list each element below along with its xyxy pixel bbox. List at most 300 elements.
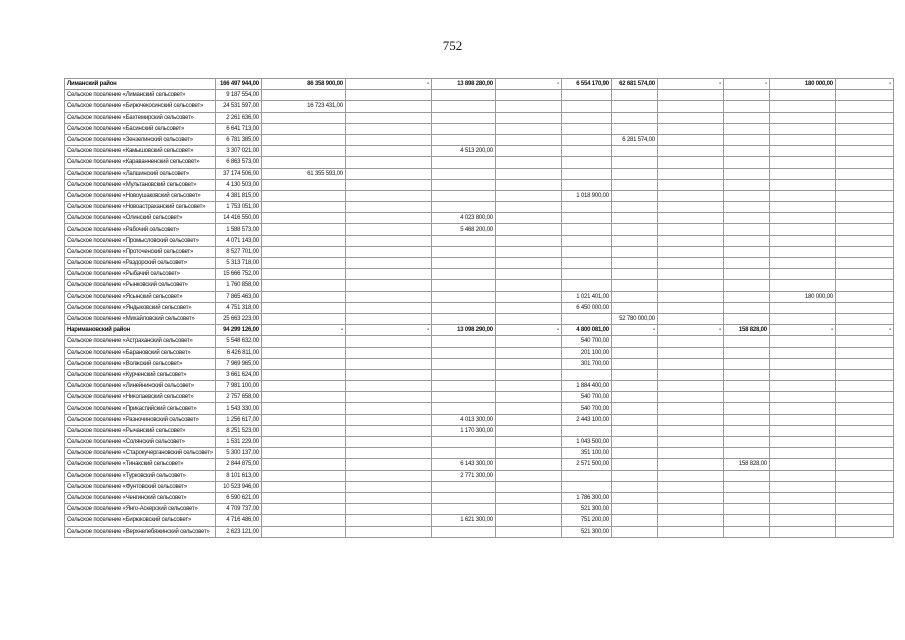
table-cell: 180 000,00	[769, 291, 835, 302]
table-cell: 13 898 280,00	[431, 79, 495, 90]
table-cell	[769, 381, 835, 392]
table-cell: 6 450 000,00	[561, 302, 611, 313]
table-cell	[657, 459, 723, 470]
table-cell	[261, 492, 345, 503]
table-cell	[611, 246, 657, 257]
table-cell	[769, 448, 835, 459]
table-cell	[261, 515, 345, 526]
table-cell	[345, 258, 431, 269]
table-row	[65, 112, 894, 123]
table-row	[65, 347, 894, 358]
table-cell	[723, 179, 769, 190]
table-cell: 86 358 900,00	[261, 79, 345, 90]
table-cell	[769, 470, 835, 481]
row-name: Сельское поселение «Рынковский сельсовет»	[65, 280, 216, 291]
table-cell	[561, 179, 611, 190]
table-cell: 2 443 100,00	[561, 414, 611, 425]
table-cell	[835, 481, 893, 492]
row-name: Сельское поселение «Проточенский сельсовет»	[65, 246, 216, 257]
table-cell	[261, 190, 345, 201]
table-cell	[345, 101, 431, 112]
row-name: Сельское поселение «Ясынский сельсовет»	[65, 291, 216, 302]
region-row	[65, 325, 894, 336]
table-cell	[835, 202, 893, 213]
table-cell	[431, 123, 495, 134]
table-cell	[495, 347, 561, 358]
table-cell: 521 300,00	[561, 504, 611, 515]
table-cell: 2 261 636,00	[215, 112, 261, 123]
table-cell	[431, 504, 495, 515]
table-cell: 16 723 431,00	[261, 101, 345, 112]
table-row	[65, 504, 894, 515]
table-cell	[723, 403, 769, 414]
table-cell	[657, 381, 723, 392]
table-cell	[261, 291, 345, 302]
table-cell: 6 426 811,00	[215, 347, 261, 358]
table-cell	[431, 369, 495, 380]
table-cell	[835, 246, 893, 257]
table-cell: -	[657, 79, 723, 90]
row-name: Сельское поселение «Рычанский сельсовет»	[65, 425, 216, 436]
table-cell	[611, 224, 657, 235]
table-cell	[345, 123, 431, 134]
table-cell: 7 865 463,00	[215, 291, 261, 302]
table-cell	[561, 134, 611, 145]
table-cell: 158 828,00	[723, 459, 769, 470]
table-row	[65, 414, 894, 425]
table-row	[65, 381, 894, 392]
table-cell	[769, 515, 835, 526]
table-row	[65, 213, 894, 224]
table-row	[65, 157, 894, 168]
table-cell	[611, 470, 657, 481]
table-cell	[723, 347, 769, 358]
table-cell	[835, 291, 893, 302]
table-cell	[769, 392, 835, 403]
table-cell	[431, 291, 495, 302]
table-row	[65, 291, 894, 302]
row-name: Сельское поселение «Янго-Аскерский сельсовет»	[65, 504, 216, 515]
table-cell	[723, 213, 769, 224]
row-name: Сельское поселение «Солянский сельсовет»	[65, 437, 216, 448]
table-cell	[611, 291, 657, 302]
row-name: Лиманский район	[65, 79, 216, 90]
table-cell	[611, 202, 657, 213]
table-cell	[723, 90, 769, 101]
table-cell	[835, 90, 893, 101]
table-cell	[611, 213, 657, 224]
table-cell: 3 307 021,00	[215, 146, 261, 157]
table-cell	[611, 190, 657, 201]
table-row	[65, 437, 894, 448]
table-cell	[657, 302, 723, 313]
table-cell	[261, 414, 345, 425]
table-cell	[835, 369, 893, 380]
table-cell	[495, 224, 561, 235]
table-cell	[495, 258, 561, 269]
table-cell	[431, 246, 495, 257]
table-row	[65, 313, 894, 324]
table-cell	[495, 213, 561, 224]
table-cell	[769, 146, 835, 157]
table-cell: 351 100,00	[561, 448, 611, 459]
table-cell	[611, 101, 657, 112]
table-cell	[835, 258, 893, 269]
table-cell	[835, 146, 893, 157]
table-cell	[561, 202, 611, 213]
table-cell	[835, 101, 893, 112]
table-cell	[611, 347, 657, 358]
table-cell: 6 554 170,90	[561, 79, 611, 90]
table-cell: 6 281 574,00	[611, 134, 657, 145]
table-cell	[345, 526, 431, 537]
table-cell	[431, 481, 495, 492]
table-cell	[769, 459, 835, 470]
table-row	[65, 481, 894, 492]
table-cell	[561, 123, 611, 134]
table-cell	[835, 448, 893, 459]
table-cell	[769, 313, 835, 324]
table-cell: 9 187 554,00	[215, 90, 261, 101]
table-cell	[431, 347, 495, 358]
table-cell	[769, 101, 835, 112]
table-cell	[345, 280, 431, 291]
table-row	[65, 403, 894, 414]
table-cell	[495, 481, 561, 492]
table-cell	[657, 492, 723, 503]
table-cell	[345, 392, 431, 403]
table-cell	[495, 90, 561, 101]
table-cell	[657, 213, 723, 224]
row-name: Сельское поселение «Старокучергановский сельсовет»	[65, 448, 216, 459]
table-cell: 2 757 658,00	[215, 392, 261, 403]
table-cell	[261, 403, 345, 414]
table-cell	[261, 358, 345, 369]
table-cell	[431, 168, 495, 179]
row-name: Наримановский район	[65, 325, 216, 336]
table-cell: -	[495, 325, 561, 336]
table-row	[65, 258, 894, 269]
table-cell	[561, 235, 611, 246]
table-cell	[261, 134, 345, 145]
table-cell	[657, 515, 723, 526]
table-cell	[495, 134, 561, 145]
table-cell	[345, 504, 431, 515]
table-row	[65, 134, 894, 145]
table-cell	[561, 246, 611, 257]
row-name: Сельское поселение «Бирючекосинский сельсовет»	[65, 101, 216, 112]
table-cell: 5 313 718,00	[215, 258, 261, 269]
table-cell: -	[611, 325, 657, 336]
table-cell	[345, 515, 431, 526]
table-cell	[345, 381, 431, 392]
table-row	[65, 235, 894, 246]
table-cell	[431, 381, 495, 392]
table-cell	[345, 179, 431, 190]
table-cell	[611, 492, 657, 503]
table-cell	[835, 437, 893, 448]
table-cell	[611, 459, 657, 470]
table-cell: 1 256 617,00	[215, 414, 261, 425]
table-cell	[723, 381, 769, 392]
table-cell	[657, 269, 723, 280]
table-cell: 5 300 137,00	[215, 448, 261, 459]
table-cell	[431, 302, 495, 313]
table-cell: 1 531 229,00	[215, 437, 261, 448]
table-cell	[611, 437, 657, 448]
table-cell: 7 969 965,00	[215, 358, 261, 369]
row-name: Сельское поселение «Мультановский сельсовет»	[65, 179, 216, 190]
table-cell	[261, 392, 345, 403]
table-cell	[769, 481, 835, 492]
table-cell	[495, 179, 561, 190]
table-cell	[561, 280, 611, 291]
table-row	[65, 515, 894, 526]
table-cell	[657, 504, 723, 515]
table-cell	[431, 190, 495, 201]
table-cell	[723, 526, 769, 537]
table-cell	[657, 392, 723, 403]
row-name: Сельское поселение «Фунтовский сельсовет»	[65, 481, 216, 492]
table-cell	[657, 134, 723, 145]
table-cell	[835, 190, 893, 201]
table-cell	[431, 269, 495, 280]
table-cell	[723, 448, 769, 459]
row-name: Сельское поселение «Верхнелебяжинский сельсовет»	[65, 526, 216, 537]
table-row	[65, 302, 894, 313]
table-cell	[769, 425, 835, 436]
table-row	[65, 336, 894, 347]
table-cell: 1 760 858,00	[215, 280, 261, 291]
table-cell	[261, 280, 345, 291]
table-cell	[561, 481, 611, 492]
table-row	[65, 392, 894, 403]
table-cell	[769, 168, 835, 179]
row-name: Сельское поселение «Зензелинский сельсовет»	[65, 134, 216, 145]
row-name: Сельское поселение «Новоушаковский сельсовет»	[65, 190, 216, 201]
table-cell	[261, 123, 345, 134]
table-cell	[345, 224, 431, 235]
table-cell: 751 200,00	[561, 515, 611, 526]
table-cell: 1 884 400,00	[561, 381, 611, 392]
table-cell	[345, 90, 431, 101]
table-cell: 14 416 550,00	[215, 213, 261, 224]
table-cell	[835, 179, 893, 190]
table-cell	[431, 392, 495, 403]
table-cell	[495, 492, 561, 503]
table-cell: 7 981 100,00	[215, 381, 261, 392]
table-cell: 4 071 143,00	[215, 235, 261, 246]
table-cell: 5 468 200,00	[431, 224, 495, 235]
table-cell	[723, 146, 769, 157]
table-cell	[261, 336, 345, 347]
table-cell: 24 531 597,00	[215, 101, 261, 112]
table-cell: 5 548 632,00	[215, 336, 261, 347]
table-cell	[611, 168, 657, 179]
table-cell	[769, 403, 835, 414]
row-name: Сельское поселение «Курченский сельсовет»	[65, 369, 216, 380]
table-cell	[835, 526, 893, 537]
table-cell	[657, 526, 723, 537]
table-cell	[657, 258, 723, 269]
table-cell	[657, 414, 723, 425]
table-cell	[657, 347, 723, 358]
table-cell	[431, 101, 495, 112]
table-cell: 3 661 624,00	[215, 369, 261, 380]
table-row	[65, 168, 894, 179]
table-cell	[261, 437, 345, 448]
table-cell	[495, 336, 561, 347]
table-cell: 1 543 330,00	[215, 403, 261, 414]
table-cell	[723, 504, 769, 515]
table-cell	[657, 481, 723, 492]
table-cell	[495, 123, 561, 134]
table-cell	[261, 448, 345, 459]
row-name: Сельское поселение «Караванненский сельсовет»	[65, 157, 216, 168]
table-cell	[261, 90, 345, 101]
table-cell	[723, 492, 769, 503]
table-cell: 4 513 200,00	[431, 146, 495, 157]
table-cell	[345, 168, 431, 179]
table-cell	[723, 235, 769, 246]
table-cell	[345, 448, 431, 459]
table-row	[65, 280, 894, 291]
table-cell	[611, 358, 657, 369]
table-cell	[611, 369, 657, 380]
table-cell	[495, 448, 561, 459]
table-cell	[611, 392, 657, 403]
table-cell	[835, 280, 893, 291]
table-cell	[657, 280, 723, 291]
table-cell: 2 844 875,00	[215, 459, 261, 470]
table-cell	[723, 369, 769, 380]
row-name: Сельское поселение «Басинский сельсовет»	[65, 123, 216, 134]
table-cell	[657, 179, 723, 190]
table-cell: 1 021 401,00	[561, 291, 611, 302]
table-cell	[345, 302, 431, 313]
table-cell	[561, 224, 611, 235]
row-name: Сельское поселение «Яндыковский сельсовет»	[65, 302, 216, 313]
table-row	[65, 492, 894, 503]
table-cell	[611, 481, 657, 492]
table-cell	[611, 336, 657, 347]
table-cell	[723, 157, 769, 168]
table-cell: 94 299 126,00	[215, 325, 261, 336]
row-name: Сельское поселение «Прикаспийский сельсовет»	[65, 403, 216, 414]
table-cell	[261, 157, 345, 168]
table-cell: 4 381 815,00	[215, 190, 261, 201]
table-cell	[835, 235, 893, 246]
table-cell	[561, 90, 611, 101]
table-cell	[495, 302, 561, 313]
table-cell: 52 780 000,00	[611, 313, 657, 324]
table-cell	[495, 504, 561, 515]
table-cell: 62 681 574,00	[611, 79, 657, 90]
table-cell	[345, 134, 431, 145]
table-cell	[345, 358, 431, 369]
table-cell	[611, 515, 657, 526]
table-cell	[723, 269, 769, 280]
table-cell	[431, 526, 495, 537]
table-cell: -	[769, 325, 835, 336]
row-name: Сельское поселение «Тинакский сельсовет»	[65, 459, 216, 470]
table-cell	[657, 168, 723, 179]
row-name: Сельское поселение «Олинский сельсовет»	[65, 213, 216, 224]
table-cell	[431, 202, 495, 213]
table-cell: 180 000,00	[769, 79, 835, 90]
table-cell	[561, 369, 611, 380]
table-cell	[769, 235, 835, 246]
table-cell	[431, 358, 495, 369]
table-cell	[345, 403, 431, 414]
table-cell	[769, 437, 835, 448]
table-cell	[495, 392, 561, 403]
table-row	[65, 425, 894, 436]
table-cell	[345, 437, 431, 448]
table-cell: 15 666 752,00	[215, 269, 261, 280]
table-cell	[835, 504, 893, 515]
table-cell	[431, 336, 495, 347]
table-cell	[495, 381, 561, 392]
table-cell: 1 753 051,00	[215, 202, 261, 213]
table-cell	[657, 202, 723, 213]
table-row	[65, 179, 894, 190]
table-cell	[431, 258, 495, 269]
table-cell	[835, 425, 893, 436]
table-cell: 1 018 900,00	[561, 190, 611, 201]
table-cell: 6 781 385,00	[215, 134, 261, 145]
table-cell	[345, 269, 431, 280]
table-cell	[835, 459, 893, 470]
table-row	[65, 358, 894, 369]
table-cell: 1 043 500,00	[561, 437, 611, 448]
table-cell	[723, 190, 769, 201]
table-cell	[431, 492, 495, 503]
row-name: Сельское поселение «Линейнинский сельсовет»	[65, 381, 216, 392]
row-name: Сельское поселение «Волжский сельсовет»	[65, 358, 216, 369]
table-cell: 2 571 500,00	[561, 459, 611, 470]
table-cell	[657, 123, 723, 134]
table-cell	[261, 302, 345, 313]
table-cell	[561, 157, 611, 168]
table-cell	[561, 146, 611, 157]
table-cell	[561, 313, 611, 324]
table-cell	[835, 492, 893, 503]
table-cell	[769, 280, 835, 291]
table-cell	[261, 112, 345, 123]
table-cell: -	[345, 325, 431, 336]
table-cell	[431, 235, 495, 246]
table-cell	[611, 269, 657, 280]
table-cell	[345, 235, 431, 246]
table-cell	[835, 112, 893, 123]
table-cell	[657, 157, 723, 168]
table-cell	[835, 336, 893, 347]
table-cell	[657, 146, 723, 157]
table-cell	[495, 369, 561, 380]
table-cell	[657, 448, 723, 459]
table-cell	[769, 134, 835, 145]
table-cell	[261, 269, 345, 280]
row-name: Сельское поселение «Промысловский сельсовет»	[65, 235, 216, 246]
table-cell	[495, 515, 561, 526]
table-cell	[611, 258, 657, 269]
budget-table	[64, 78, 894, 538]
table-cell: 4 130 503,00	[215, 179, 261, 190]
table-cell	[723, 392, 769, 403]
table-cell	[723, 280, 769, 291]
row-name: Сельское поселение «Лапшинский сельсовет»	[65, 168, 216, 179]
